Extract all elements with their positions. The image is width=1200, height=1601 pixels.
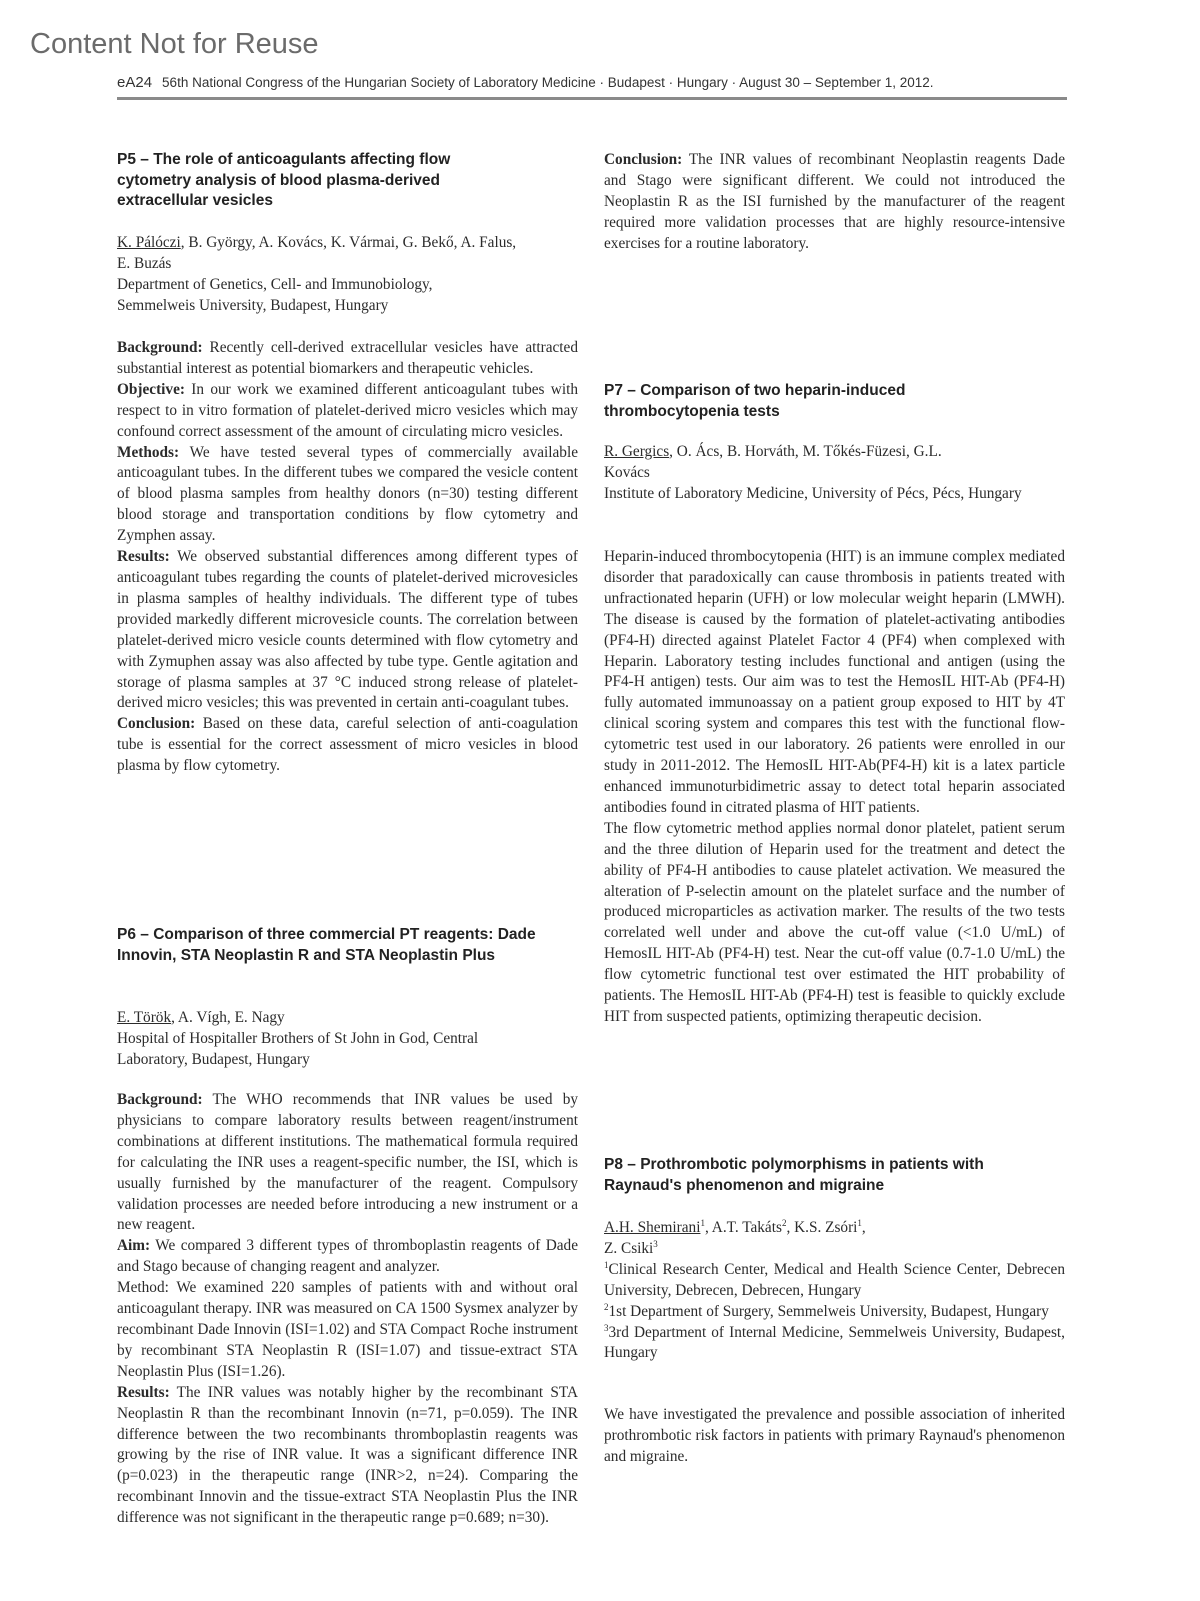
p5-presenting-author: K. Pálóczi	[117, 234, 181, 251]
affiliation-sup: 2	[604, 1301, 609, 1312]
affiliation-sup: 3	[604, 1322, 609, 1333]
p7-affiliation: Institute of Laboratory Medicine, University of Pécs, Pécs, Hungary	[604, 484, 1022, 502]
p6-results-label: Results:	[117, 1383, 170, 1401]
p6-affiliation: Hospital of Hospitaller Brothers of St John in God, Central Laboratory, Budapest, Hungary	[117, 1029, 479, 1068]
affiliation-sup: 1	[604, 1259, 609, 1270]
p8-body: We have investigated the prevalence and possible association of inherited prothrombotic risk factors in patients with primary Raynaud's phenomenon and migraine.	[604, 1406, 1065, 1465]
p5-objective: In our work we examined different anticoagulant tubes with respect to in vitro formation of platelet-derived micro vesicles which may confound correct assessment of the amount of circulating micro vesicles.	[117, 380, 578, 440]
p5-background: Recently cell-derived extracellular vesicles have attracted substantial interest as potential biomarkers and therapeutic vehicles.	[117, 339, 578, 377]
p6-aim: We compared 3 different types of thromboplastin reagents of Dade and Stago because of changing reagent and analyzer.	[117, 1237, 578, 1276]
p8-title: P8 – Prothrombotic polymorphisms in patients with Raynaud's phenomenon and migraine	[604, 1156, 984, 1194]
author-sup: 2	[781, 1217, 787, 1228]
p5-affiliation: Department of Genetics, Cell- and Immunobiology, Semmelweis University, Budapest, Hungary	[117, 275, 433, 314]
p7-presenting-author: R. Gergics	[604, 443, 670, 460]
p5-background-label: Background:	[117, 339, 203, 356]
p6-authors-block	[117, 1008, 578, 1071]
p6-conclusion-label: Conclusion:	[604, 151, 683, 168]
running-header	[117, 74, 934, 91]
p6-authors: , A. Vígh, E. Nagy	[171, 1009, 285, 1026]
page-number: eA24	[117, 74, 153, 91]
p6-title-block	[117, 925, 578, 966]
p5-conclusion: Based on these data, careful selection of anti-coagulation tube is essential for the correct assessment of micro vesicles in blood plasma by flow cytometry.	[117, 715, 578, 775]
p5-results: We observed substantial differences among different types of anticoagulant tubes regarding the counts of platelet-derived microvesicles in plasma samples of healthy individuals. The different type of tubes provided markedly different microvesicle counts. The correlation between platelet-derived micro vesicle counts determined with flow cytometry and with Zymuphen assay was also affected by tube type. Gentle agitation and storage of plasma samples at 37 °C induced strong release of platelet-derived micro vesicles; this was prevented in certain anti-coagulant tubes.	[117, 548, 578, 712]
p5-title: P5 – The role of anticoagulants affecting flow cytometry analysis of blood plasma-derived extracellular vesicles	[117, 151, 451, 209]
p8-author: K.S. Zsóri	[794, 1219, 858, 1236]
p8-title-block	[604, 1155, 1065, 1196]
p6-aim-label: Aim:	[117, 1237, 151, 1255]
p8-affiliation: 3rd Department of Internal Medicine, Semmelweis University, Budapest, Hungary	[604, 1323, 1065, 1362]
p6-abstract-continued	[604, 150, 1065, 338]
p6-title: P6 – Comparison of three commercial PT reagents: Dade Innovin, STA Neoplastin R and STA Neoplastin Plus	[117, 926, 536, 964]
p8-author: A.T. Takáts	[711, 1219, 782, 1236]
p5-abstract	[117, 338, 578, 777]
p5-methods-label: Methods:	[117, 443, 180, 461]
p5-objective-label: Objective:	[117, 380, 185, 398]
header-rule	[117, 97, 1067, 100]
p6-conclusion: The INR values of recombinant Neoplastin reagents Dade and Stago were significant different. We could not introduced the Neoplastin R as the ISI furnished by the manufacturer of the reagent required more validation processes that are highly resource-intensive exercises for a routine laboratory.	[604, 151, 1065, 252]
p8-affiliation: 1st Department of Surgery, Semmelweis University, Budapest, Hungary	[608, 1302, 1049, 1320]
p6-background: The WHO recommends that INR values be used by physicians to compare laboratory results between reagent/instrument combinations at different institutions. The mathematical formula required for calculating the INR uses a reagent-specific number, the ISI, which is usually furnished by the manufacturer of the reagent. Compulsory validation processes are needed before introducing a new instrument or a new reagent.	[117, 1091, 578, 1234]
watermark: Content Not for Reuse	[30, 28, 319, 60]
p6-results: The INR values was notably higher by the recombinant STA Neoplastin R than the recombinant Innovin (n=71, p=0.059). The INR difference between the two recombinants thromboplastin reagents was growing by the rise of INR value. It was a significant difference INR (p=0.023) in the therapeutic range (INR>2, n=24). Comparing the recombinant Innovin and the tissue-extract STA Neoplastin Plus the INR difference was not significant in the therapeutic range p=0.689; n=30).	[117, 1383, 578, 1527]
p7-authors-block	[604, 442, 1065, 505]
p5-results-label: Results:	[117, 548, 170, 566]
p8-author: Z. Csiki	[604, 1239, 654, 1257]
p5-authors-block	[117, 233, 578, 317]
congress-title: 56th National Congress of the Hungarian Society of Laboratory Medicine · Budapest · Hungary · August 30 – September 1, 2012.	[162, 75, 934, 90]
p8-affiliation: Clinical Research Center, Medical and Health Science Center, Debrecen University, Debrecen, Debrecen, Hungary	[604, 1260, 1065, 1299]
p7-abstract	[604, 547, 1065, 1028]
p8-authors-block: A.H. Shemirani$^1$, A.T. Takáts$^2$, K.S. Zsóri$^1$, Z. Csiki$^3$ $^1$Clinical Research Center, Medical and Health Science Center, Debrecen University, Debrecen, Debrecen, Hungary $^2$1st Department of Surgery, Semmelweis University, Budapest, Hungary $^3$3rd Department of Internal Medicine, Semmelweis University, Budapest, Hungary	[604, 1217, 1065, 1362]
p6-abstract	[117, 1090, 578, 1529]
p6-background-label: Background:	[117, 1091, 203, 1108]
p5-conclusion-label: Conclusion:	[117, 715, 196, 733]
p5-authors: , B. György, A. Kovács, K. Vármai, G. Bekő, A. Falus, E. Buzás	[117, 234, 517, 272]
p5-methods: We have tested several types of commercially available anticoagulant tubes. In the different tubes we compared the vesicle content of blood plasma samples from healthy donors (n=30) testing different blood storage and transportation conditions by flow cytometry and Zymphen assay.	[117, 443, 578, 545]
p7-authors: , O. Ács, B. Horváth, M. Tőkés-Füzesi, G.L. Kovács	[604, 443, 942, 481]
p5-title-block	[117, 150, 578, 212]
author-sup: 1	[700, 1217, 705, 1228]
p7-body-2: The flow cytometric method applies normal donor platelet, patient serum and the three dilution of Heparin used for the treatment and detect the ability of PF4-H antibodies to cause platelet activation. We measured the alteration of P-selectin amount on the platelet surface and the number of produced microparticles as activation marker. The results of the two tests correlated well under and above the cut-off value (<1.0 U/mL) of HemosIL HIT-Ab (PF4-H) test. Near the cut-off value (0.7-1.0 U/mL) the flow cytometric functional test over estimated the HIT probability of patients. The HemosIL HIT-Ab (PF4-H) test is feasible to quickly exclude HIT from suspected patients, optimizing therapeutic decision.	[604, 819, 1065, 1025]
p7-title: P7 – Comparison of two heparin-induced thrombocytopenia tests	[604, 382, 906, 420]
author-sup: 1	[857, 1217, 862, 1228]
p6-presenting-author: E. Török	[117, 1009, 172, 1026]
p7-body-1: Heparin-induced thrombocytopenia (HIT) is an immune complex mediated disorder that paradoxically can cause thrombosis in patients treated with unfractionated heparin (UFH) or low molecular weight heparin (LMWH). The disease is caused by the formation of platelet-activating antibodies (PF4-H) directed against Platelet Factor 4 (PF4) when complexed with Heparin. Laboratory testing includes functional and antigen (using the PF4-H antigen) tests. Our aim was to test the HemosIL HIT-Ab (PF4-H) fully automated immunoassay on a patient group exposed to HIT by 4T clinical scoring system and compares this test with the functional flow-cytometric test used in our laboratory. 26 patients were enrolled in our study in 2011-2012. The HemosIL HIT-Ab(PF4-H) kit is a latex particle enhanced immunoturbidimetric assay to detect total heparin associated antibodies found in citrated plasma of HIT patients.	[604, 548, 1065, 816]
p6-method: Method: We examined 220 samples of patients with and without oral anticoagulant therapy. INR was measured on CA 1500 Sysmex analyzer by recombinant Dade Innovin (ISI=1.02) and STA Compact Roche instrument by recombinant STA Neoplastin R (ISI=1.07) and tissue-extract STA Neoplastin Plus (ISI=1.26).	[117, 1279, 578, 1380]
p8-abstract	[604, 1405, 1065, 1468]
p7-title-block	[604, 381, 1065, 422]
p8-presenting-author: A.H. Shemirani	[604, 1219, 701, 1236]
author-sup: 3	[653, 1238, 658, 1249]
